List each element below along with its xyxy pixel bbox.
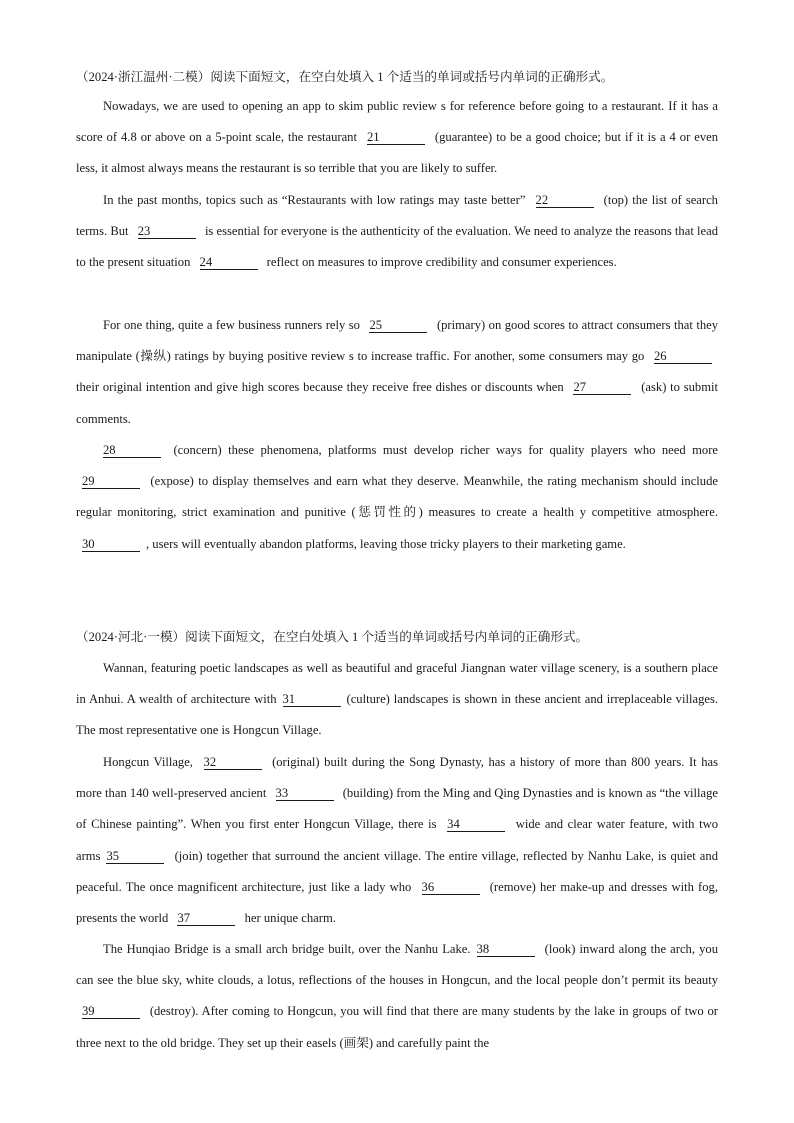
blank-22[interactable]: 22 — [536, 193, 594, 208]
paragraph: Hongcun Village, 32 (original) built during the Song Dynasty, has a history of more than 800 years. It has more than 140 well-preserved ancient 33 (building) from the Ming and Qing Dynasties and is known as “the village of Chinese painting”. When you first enter Hongcun Village, there is 34 wide and clear water feature, with two arms 35 (join) together that surround the ancient village. The entire village, reflected by Nanhu Lake, is quiet and peaceful. The once magnificent architecture, just like a lady who 36 (remove) her make-up and dresses with fog, presents the world 37 her unique charm. — [76, 755, 719, 926]
paragraph: In the past months, topics such as “Restaurants with low ratings may taste better” 22 (top) the list of search terms. But 23 is essential for everyone is the authenticity of the evaluation. We need to analyze the reasons that lead to the present situation 24 reflect on measures to improve credibility and consumer experiences. — [76, 193, 718, 270]
blank-37[interactable]: 37 — [177, 911, 235, 926]
blank-27[interactable]: 27 — [573, 380, 631, 395]
blank-29[interactable]: 29 — [82, 474, 140, 489]
blank-35[interactable]: 35 — [106, 849, 164, 864]
blank-24[interactable]: 24 — [200, 255, 258, 270]
blank-25[interactable]: 25 — [369, 318, 427, 333]
blank-33[interactable]: 33 — [276, 786, 334, 801]
paragraph: The Hunqiao Bridge is a small arch bridge built, over the Nanhu Lake. 38 (look) inward along the arch, you can see the blue sky, white clouds, a lotus, reflections of the houses in Hongcun, and the local people don’t permit its beauty 39 (destroy). After coming to Hongcun, you will find that there are many students by the lake in groups of two or three next to the old bridge. They set up their easels (画架) and carefully paint the — [76, 942, 718, 1050]
blank-31[interactable]: 31 — [283, 692, 341, 707]
paragraph: For one thing, quite a few business runners rely so 25 (primary) on good scores to attract consumers that they manipulate (操纵) ratings by buying positive review s to increase traffic. For another, some consumers may go 26 their original intention and give high scores because they receive free dishes or discounts when 27 (ask) to submit comments. — [76, 318, 719, 426]
blank-30[interactable]: 30 — [82, 537, 140, 552]
blank-34[interactable]: 34 — [447, 817, 505, 832]
blank-39[interactable]: 39 — [82, 1004, 140, 1019]
paragraph: 28 (concern) these phenomena, platforms must develop richer ways for quality players who need more 29 (expose) to display themselves and earn what they deserve. Meanwhile, the rating mechanism should include regular monitoring, strict examination and punitive (惩罚性的) measures to create a health y competitive atmosphere. 30 , users will eventually abandon platforms, leaving those tricky players to their marketing game. — [76, 443, 718, 551]
blank-32[interactable]: 32 — [204, 755, 262, 770]
blank-26[interactable]: 26 — [654, 349, 712, 364]
blank-21[interactable]: 21 — [367, 130, 425, 145]
blank-28[interactable]: 28 — [103, 443, 161, 458]
paragraph: Nowadays, we are used to opening an app to skim public review s for reference before going to a restaurant. If it has a score of 4.8 or above on a 5-point scale, the restaurant 21 (guarantee) to be a good choice; but if it is a 4 or even less, it almost always means the restaurant is so terrible that you are likely to suffer. — [76, 99, 719, 176]
blank-36[interactable]: 36 — [422, 880, 480, 895]
section-heading: （2024·河北·一模）阅读下面短文，在空白处填入 1 个适当的单词或括号内单词的正确形式。 — [76, 630, 589, 644]
paragraph: Wannan, featuring poetic landscapes as well as beautiful and graceful Jiangnan water village scenery, is a southern place in Anhui. A wealth of architecture with 31 (culture) landscapes is shown in these ancient and irreplaceable villages. The most representative one is Hongcun Village. — [76, 661, 718, 738]
blank-38[interactable]: 38 — [477, 942, 535, 957]
blank-23[interactable]: 23 — [138, 224, 196, 239]
section-heading: （2024·浙江温州·二模）阅读下面短文，在空白处填入 1 个适当的单词或括号内单词的正确形式。 — [76, 70, 614, 84]
